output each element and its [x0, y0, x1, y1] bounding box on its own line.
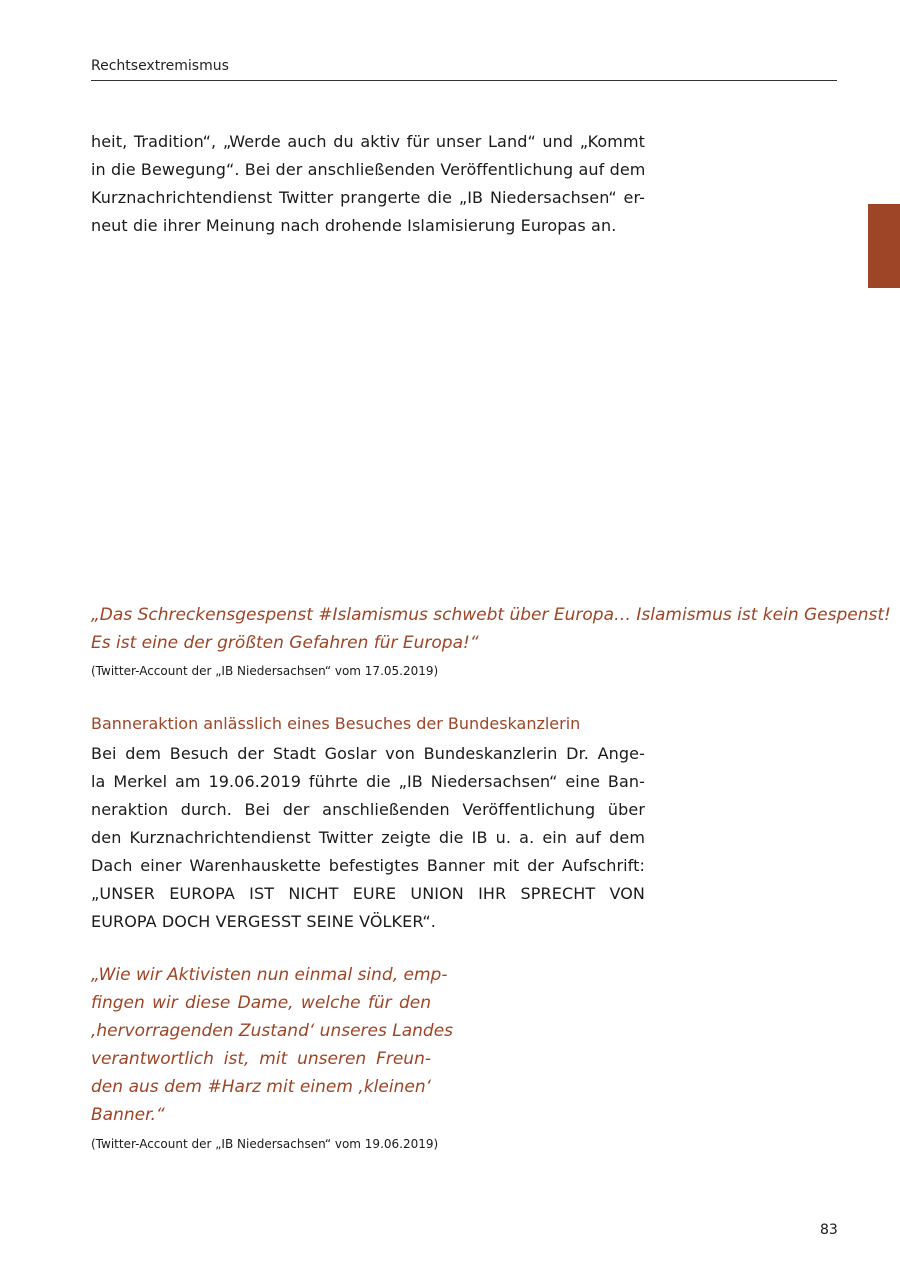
- paragraph-line: neraktion durch. Bei der anschließenden Veröffentlichung über: [91, 800, 645, 819]
- section-heading-banneraktion: Banneraktion anlässlich eines Besuches der Bundeskanzlerin: [91, 714, 581, 733]
- quote-line: Es ist eine der größten Gefahren für Europa!“: [91, 633, 479, 653]
- running-head-title: Rechtsextremismus: [91, 58, 229, 74]
- quote-line: den aus dem #Harz mit einem ‚kleinen‘: [91, 1077, 431, 1097]
- paragraph-line: „UNSER EUROPA IST NICHT EURE UNION IHR SPRECHT VON: [91, 884, 645, 903]
- intro-paragraph: [91, 128, 645, 240]
- paragraph-line: heit, Tradition“, „Werde auch du aktiv für unser Land“ und „Kommt: [91, 132, 645, 151]
- paragraph-line: Kurznachrichtendienst Twitter prangerte die „IB Niedersachsen“ er-: [91, 188, 645, 207]
- paragraph-line: den Kurznachrichtendienst Twitter zeigte die IB u. a. ein auf dem: [91, 828, 645, 847]
- quote-line: „Wie wir Aktivisten nun einmal sind, emp-: [91, 965, 448, 985]
- pull-quote-aktivisten: [91, 961, 454, 1129]
- paragraph-line: Dach einer Warenhauskette befestigtes Banner mit der Aufschrift:: [91, 856, 645, 875]
- quote-source: (Twitter-Account der „IB Niedersachsen“ vom 19.06.2019): [91, 1137, 439, 1151]
- page-number: 83: [820, 1222, 838, 1238]
- quote-line: verantwortlich ist, mit unseren Freun-: [91, 1049, 431, 1069]
- header-divider: [91, 80, 837, 81]
- paragraph-line: EUROPA DOCH VERGESST SEINE VÖLKER“.: [91, 912, 436, 931]
- quote-source: (Twitter-Account der „IB Niedersachsen“ vom 17.05.2019): [91, 664, 439, 678]
- quote-line: ‚hervorragenden Zustand‘ unseres Landes: [91, 1021, 454, 1041]
- pull-quote-islamismus: [91, 601, 891, 657]
- chapter-tab-marker: [868, 204, 900, 288]
- paragraph-line: la Merkel am 19.06.2019 führte die „IB Niedersachsen“ eine Ban-: [91, 772, 645, 791]
- paragraph-line: Bei dem Besuch der Stadt Goslar von Bundeskanzlerin Dr. Ange-: [91, 744, 645, 763]
- quote-line: Banner.“: [91, 1105, 165, 1125]
- paragraph-line: neut die ihrer Meinung nach drohende Islamisierung Europas an.: [91, 216, 617, 235]
- quote-line: fingen wir diese Dame, welche für den: [91, 993, 431, 1013]
- paragraph-line: in die Bewegung“. Bei der anschließenden Veröffentlichung auf dem: [91, 160, 646, 179]
- quote-line: „Das Schreckensgespenst #Islamismus schwebt über Europa… Islamismus ist kein Gespenst!: [91, 605, 891, 625]
- banner-paragraph: [91, 740, 645, 936]
